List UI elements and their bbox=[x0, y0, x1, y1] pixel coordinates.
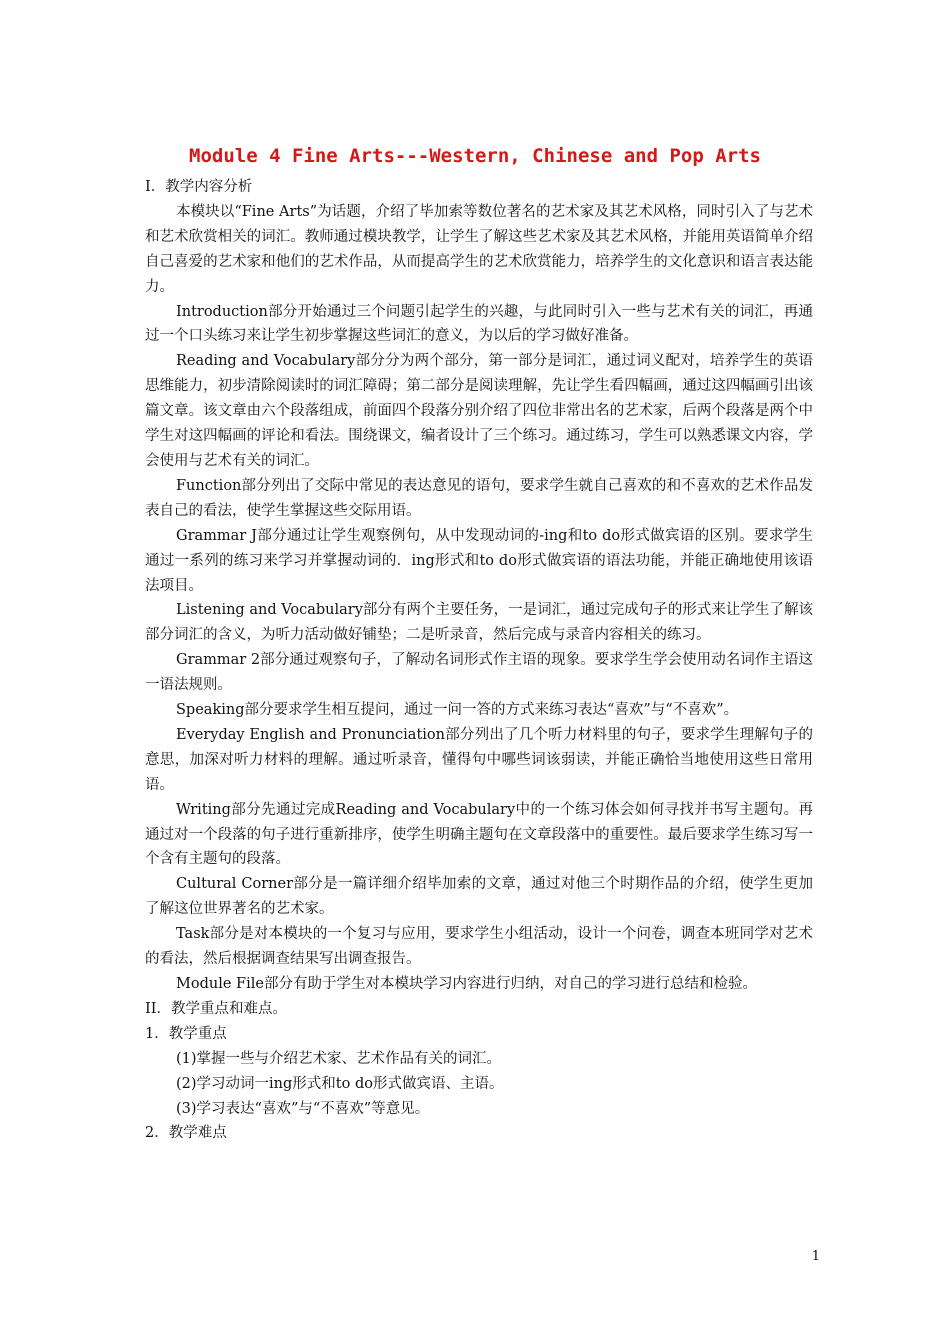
paragraph: Listening and Vocabulary部分有两个主要任务，一是词汇，通过完成句子的形式来让学生了解该部分词汇的含义，为听力活动做好铺垫；二是听录音，然后完成与录音内容相关的练习。 bbox=[145, 602, 813, 644]
section-heading: I．教学内容分析 bbox=[145, 179, 253, 195]
list-item: (1)掌握一些与介绍艺术家、艺术作品有关的词汇。 bbox=[176, 1050, 502, 1067]
paragraph: Reading and Vocabulary部分分为两个部分，第一部分是词汇，通过词义配对，培养学生的英语思维能力，初步清除阅读时的词汇障碍；第二部分是阅读理解，先让学生看四幅画，通过这四幅画引出该篇文章。该文章由六个段落组成，前面四个段落分别介绍了四位非常出名的艺术家，后两个段落是两个中学生对这四幅画的评论和看法。围绕课文，编者设计了三个练习。通过练习，学生可以熟悉课文内容，学会使用与艺术有关的词汇。 bbox=[145, 353, 813, 469]
paragraph: Speaking部分要求学生相互提问，通过一问一答的方式来练习表达“喜欢”与“不喜欢”。 bbox=[176, 702, 739, 719]
list-item: (2)学习动词一ing形式和to do形式做宾语、主语。 bbox=[176, 1075, 504, 1092]
paragraph: Function部分列出了交际中常见的表达意见的语句，要求学生就自己喜欢的和不喜欢的艺术作品发表自己的看法，使学生掌握这些交际用语。 bbox=[145, 477, 813, 519]
paragraph: Cultural Corner部分是一篇详细介绍毕加索的文章，通过对他三个时期作品的介绍，使学生更加了解这位世界著名的艺术家。 bbox=[145, 876, 813, 918]
paragraph: 本模块以“Fine Arts”为话题，介绍了毕加索等数位著名的艺术家及其艺术风格，同时引入了与艺术和艺术欣赏相关的词汇。教师通过模块教学，让学生了解这些艺术家及其艺术风格，并能用英语简单介绍自己喜爱的艺术家和他们的艺术作品，从而提高学生的艺术欣赏能力，培养学生的文化意识和语言表达能力。 bbox=[145, 203, 813, 295]
list-item: (3)学习表达“喜欢”与“不喜欢”等意见。 bbox=[176, 1100, 430, 1117]
subsection-heading: 2．教学难点 bbox=[145, 1125, 227, 1142]
paragraph: Task部分是对本模块的一个复习与应用，要求学生小组活动，设计一个问卷，调查本班同学对艺术的看法，然后根据调查结果写出调查报告。 bbox=[145, 926, 813, 968]
paragraph: Module File部分有助于学生对本模块学习内容进行归纳，对自己的学习进行总结和检验。 bbox=[176, 976, 757, 992]
document-body bbox=[145, 175, 813, 1146]
paragraph: Writing部分先通过完成Reading and Vocabulary中的一个练习体会如何寻找并书写主题句。再通过对一个段落的句子进行重新排序，使学生明确主题句在文章段落中的重要性。最后要求学生练习写一个含有主题句的段落。 bbox=[145, 801, 813, 868]
subsection-heading: 1．教学重点 bbox=[145, 1025, 227, 1042]
page-number: 1 bbox=[811, 1249, 820, 1264]
paragraph: Everyday English and Pronunciation部分列出了几个听力材料里的句子，要求学生理解句子的意思，加深对听力材料的理解。通过听录音，懂得句中哪些词该弱读，并能正确恰当地使用这些日常用语。 bbox=[145, 726, 813, 793]
paragraph: Grammar 2部分通过观察句子，了解动名词形式作主语的现象。要求学生学会使用动名词作主语这一语法规则。 bbox=[145, 652, 813, 694]
paragraph: Introduction部分开始通过三个问题引起学生的兴趣，与此同时引入一些与艺术有关的词汇，再通过一个口头练习来让学生初步掌握这些词汇的意义，为以后的学习做好准备。 bbox=[145, 303, 813, 345]
section-heading: II．教学重点和难点。 bbox=[145, 1000, 287, 1017]
paragraph: Grammar J部分通过让学生观察例句，从中发现动词的-ing和to do形式做宾语的区别。要求学生通过一系列的练习来学习并掌握动词的．ing形式和to do形式做宾语的语法功能，并能正确地使用该语法项目。 bbox=[145, 527, 813, 594]
document-title: Module 4 Fine Arts---Western, Chinese and Pop Arts bbox=[189, 145, 761, 167]
